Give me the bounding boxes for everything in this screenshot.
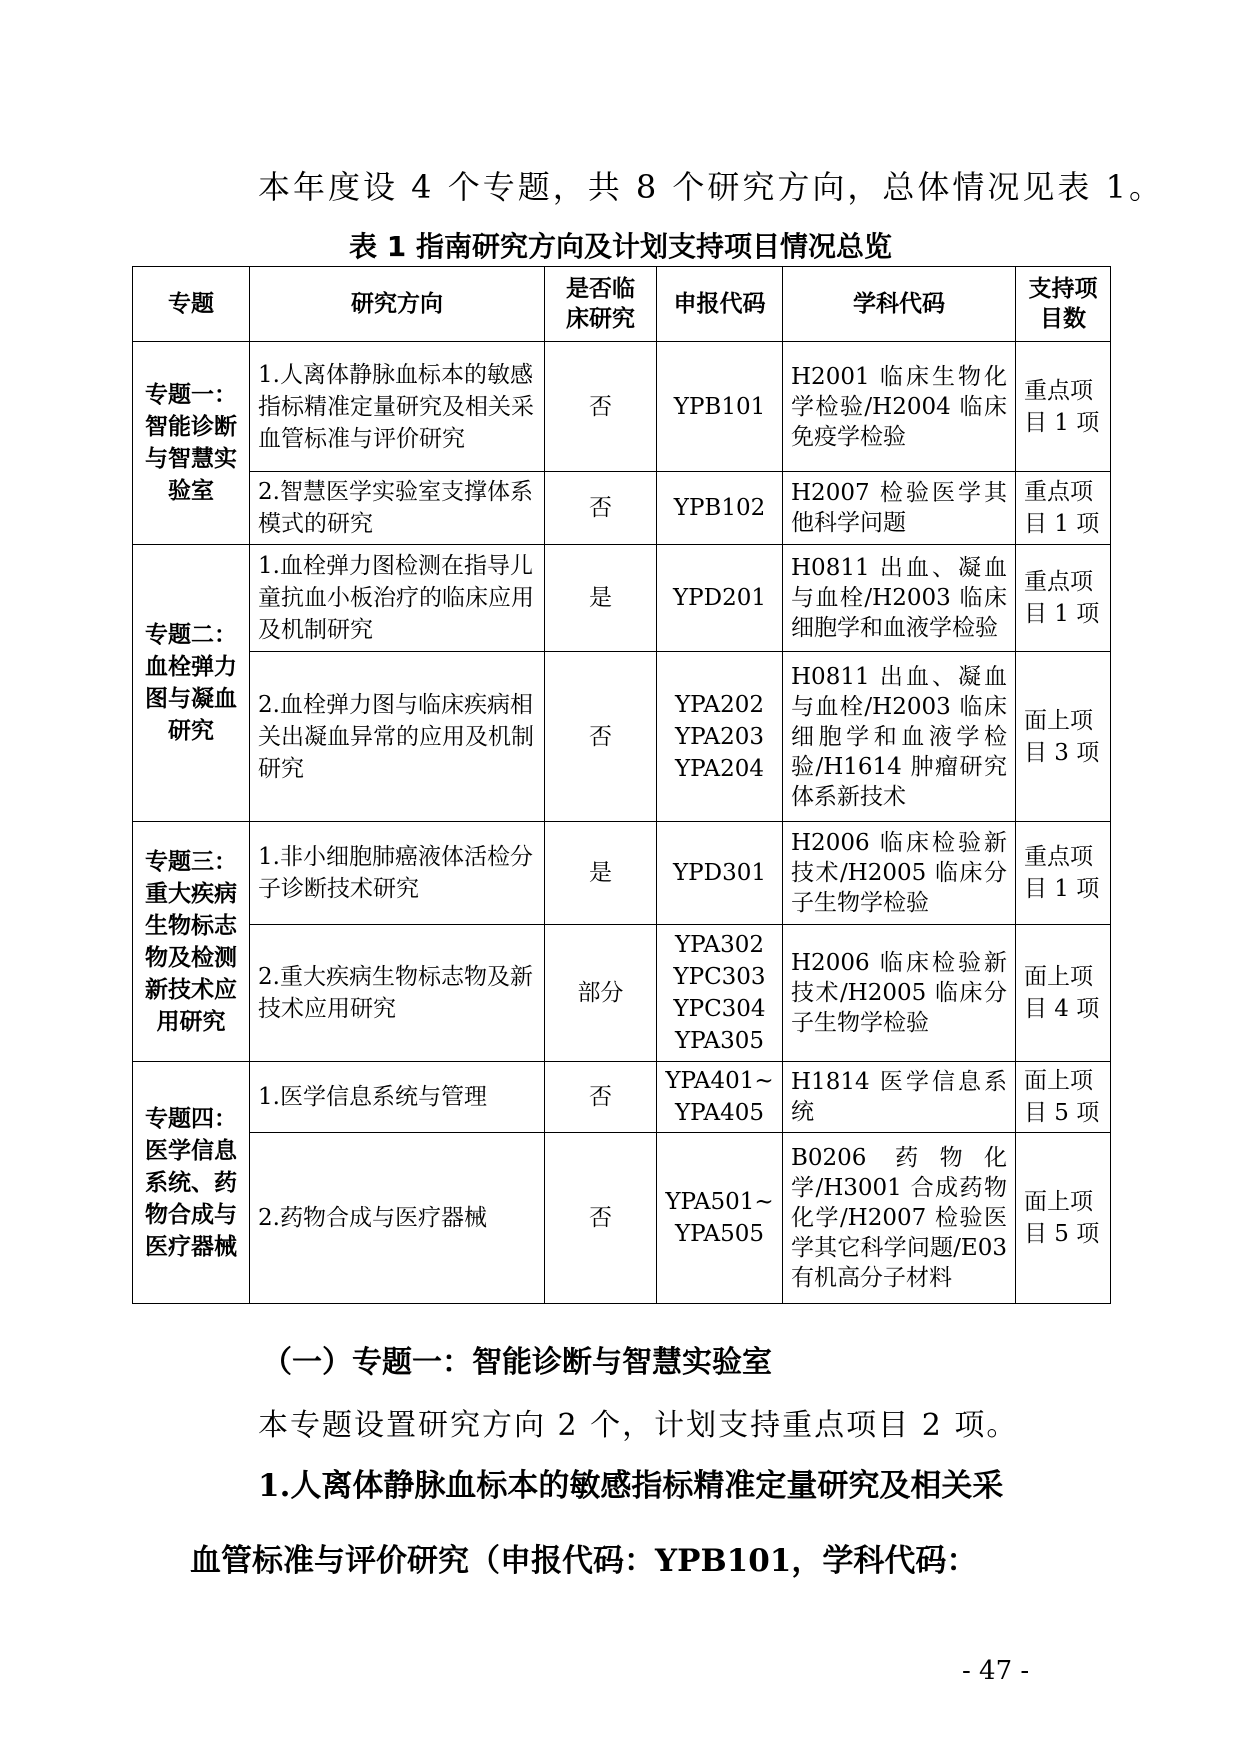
direction-cell: 2.血栓弹力图与临床疾病相关出凝血异常的应用及机制研究 xyxy=(250,652,545,822)
clinical-cell: 否 xyxy=(545,342,657,472)
topic-cell: 专题二： 血栓弹力 图与凝血 研究 xyxy=(133,545,250,822)
code-cell: YPA202 YPA203 YPA204 xyxy=(657,652,783,822)
support-cell: 重点项目 1 项 xyxy=(1016,342,1111,472)
table-row xyxy=(133,545,1111,652)
support-cell: 重点项目 1 项 xyxy=(1016,822,1111,925)
code-cell: YPD201 xyxy=(657,545,783,652)
header-clinical: 是否临 床研究 xyxy=(545,267,657,342)
direction-cell: 2.药物合成与医疗器械 xyxy=(250,1133,545,1304)
support-cell: 面上项目 3 项 xyxy=(1016,652,1111,822)
direction-cell: 2.智慧医学实验室支撑体系模式的研究 xyxy=(250,472,545,545)
table-row xyxy=(133,652,1111,822)
clinical-cell: 部分 xyxy=(545,925,657,1062)
direction-cell: 1.非小细胞肺癌液体活检分子诊断技术研究 xyxy=(250,822,545,925)
header-support: 支持项 目数 xyxy=(1016,267,1111,342)
code-cell: YPA501~ YPA505 xyxy=(657,1133,783,1304)
code-cell: YPB101 xyxy=(657,342,783,472)
topic-cell: 专题四： 医学信息 系统、药 物合成与 医疗器械 xyxy=(133,1062,250,1304)
header-code: 申报代码 xyxy=(657,267,783,342)
table-row xyxy=(133,472,1111,545)
table-row xyxy=(133,1062,1111,1133)
subject-cell: H0811 出血、凝血与血栓/H2003 临床细胞学和血液学检验 xyxy=(783,545,1016,652)
subject-cell: H1814 医学信息系统 xyxy=(783,1062,1016,1133)
direction-cell: 2.重大疾病生物标志物及新技术应用研究 xyxy=(250,925,545,1062)
direction-cell: 1.医学信息系统与管理 xyxy=(250,1062,545,1133)
intro-paragraph: 本年度设 4 个专题，共 8 个研究方向，总体情况见表 1。 xyxy=(258,168,1164,206)
guide-table xyxy=(132,266,1111,1304)
table-caption: 表 1 指南研究方向及计划支持项目情况总览 xyxy=(349,230,892,263)
support-cell: 重点项目 1 项 xyxy=(1016,545,1111,652)
table-row xyxy=(133,1133,1111,1304)
subject-cell: H2006 临床检验新技术/H2005 临床分子生物学检验 xyxy=(783,925,1016,1062)
direction-cell: 1.血栓弹力图检测在指导儿童抗血小板治疗的临床应用及机制研究 xyxy=(250,545,545,652)
clinical-cell: 是 xyxy=(545,822,657,925)
topic-cell: 专题三： 重大疾病 生物标志 物及检测 新技术应 用研究 xyxy=(133,822,250,1062)
clinical-cell: 否 xyxy=(545,1062,657,1133)
table-header-row xyxy=(133,267,1111,342)
item-heading-line1: 1.人离体静脉血标本的敏感指标精准定量研究及相关采 xyxy=(258,1468,1004,1504)
section-heading: （一）专题一：智能诊断与智慧实验室 xyxy=(262,1345,772,1380)
support-cell: 重点项目 1 项 xyxy=(1016,472,1111,545)
subject-cell: H2007 检验医学其他科学问题 xyxy=(783,472,1016,545)
code-cell: YPA401~ YPA405 xyxy=(657,1062,783,1133)
code-cell: YPA302 YPC303 YPC304 YPA305 xyxy=(657,925,783,1062)
support-cell: 面上项目 5 项 xyxy=(1016,1133,1111,1304)
page-number: - 47 - xyxy=(962,1656,1030,1686)
clinical-cell: 否 xyxy=(545,652,657,822)
table-row xyxy=(133,342,1111,472)
support-cell: 面上项目 5 项 xyxy=(1016,1062,1111,1133)
item-heading-line2: 血管标准与评价研究（申报代码：YPB101，学科代码： xyxy=(190,1543,978,1579)
header-subject: 学科代码 xyxy=(783,267,1016,342)
subject-cell: H2001 临床生物化学检验/H2004 临床免疫学检验 xyxy=(783,342,1016,472)
code-cell: YPD301 xyxy=(657,822,783,925)
subject-cell: H2006 临床检验新技术/H2005 临床分子生物学检验 xyxy=(783,822,1016,925)
code-cell: YPB102 xyxy=(657,472,783,545)
subject-cell: B0206 药物化学/H3001 合成药物化学/H2007 检验医学其它科学问题/E03 有机高分子材料 xyxy=(783,1133,1016,1304)
clinical-cell: 是 xyxy=(545,545,657,652)
support-cell: 面上项目 4 项 xyxy=(1016,925,1111,1062)
table-row xyxy=(133,822,1111,925)
direction-cell: 1.人离体静脉血标本的敏感指标精准定量研究及相关采血管标准与评价研究 xyxy=(250,342,545,472)
topic-cell: 专题一： 智能诊断 与智慧实 验室 xyxy=(133,342,250,545)
table-row xyxy=(133,925,1111,1062)
clinical-cell: 否 xyxy=(545,472,657,545)
header-direction: 研究方向 xyxy=(250,267,545,342)
clinical-cell: 否 xyxy=(545,1133,657,1304)
header-topic: 专题 xyxy=(133,267,250,342)
section-paragraph: 本专题设置研究方向 2 个，计划支持重点项目 2 项。 xyxy=(258,1408,1019,1443)
subject-cell: H0811 出血、凝血与血栓/H2003 临床细胞学和血液学检验/H1614 肿瘤研究体系新技术 xyxy=(783,652,1016,822)
